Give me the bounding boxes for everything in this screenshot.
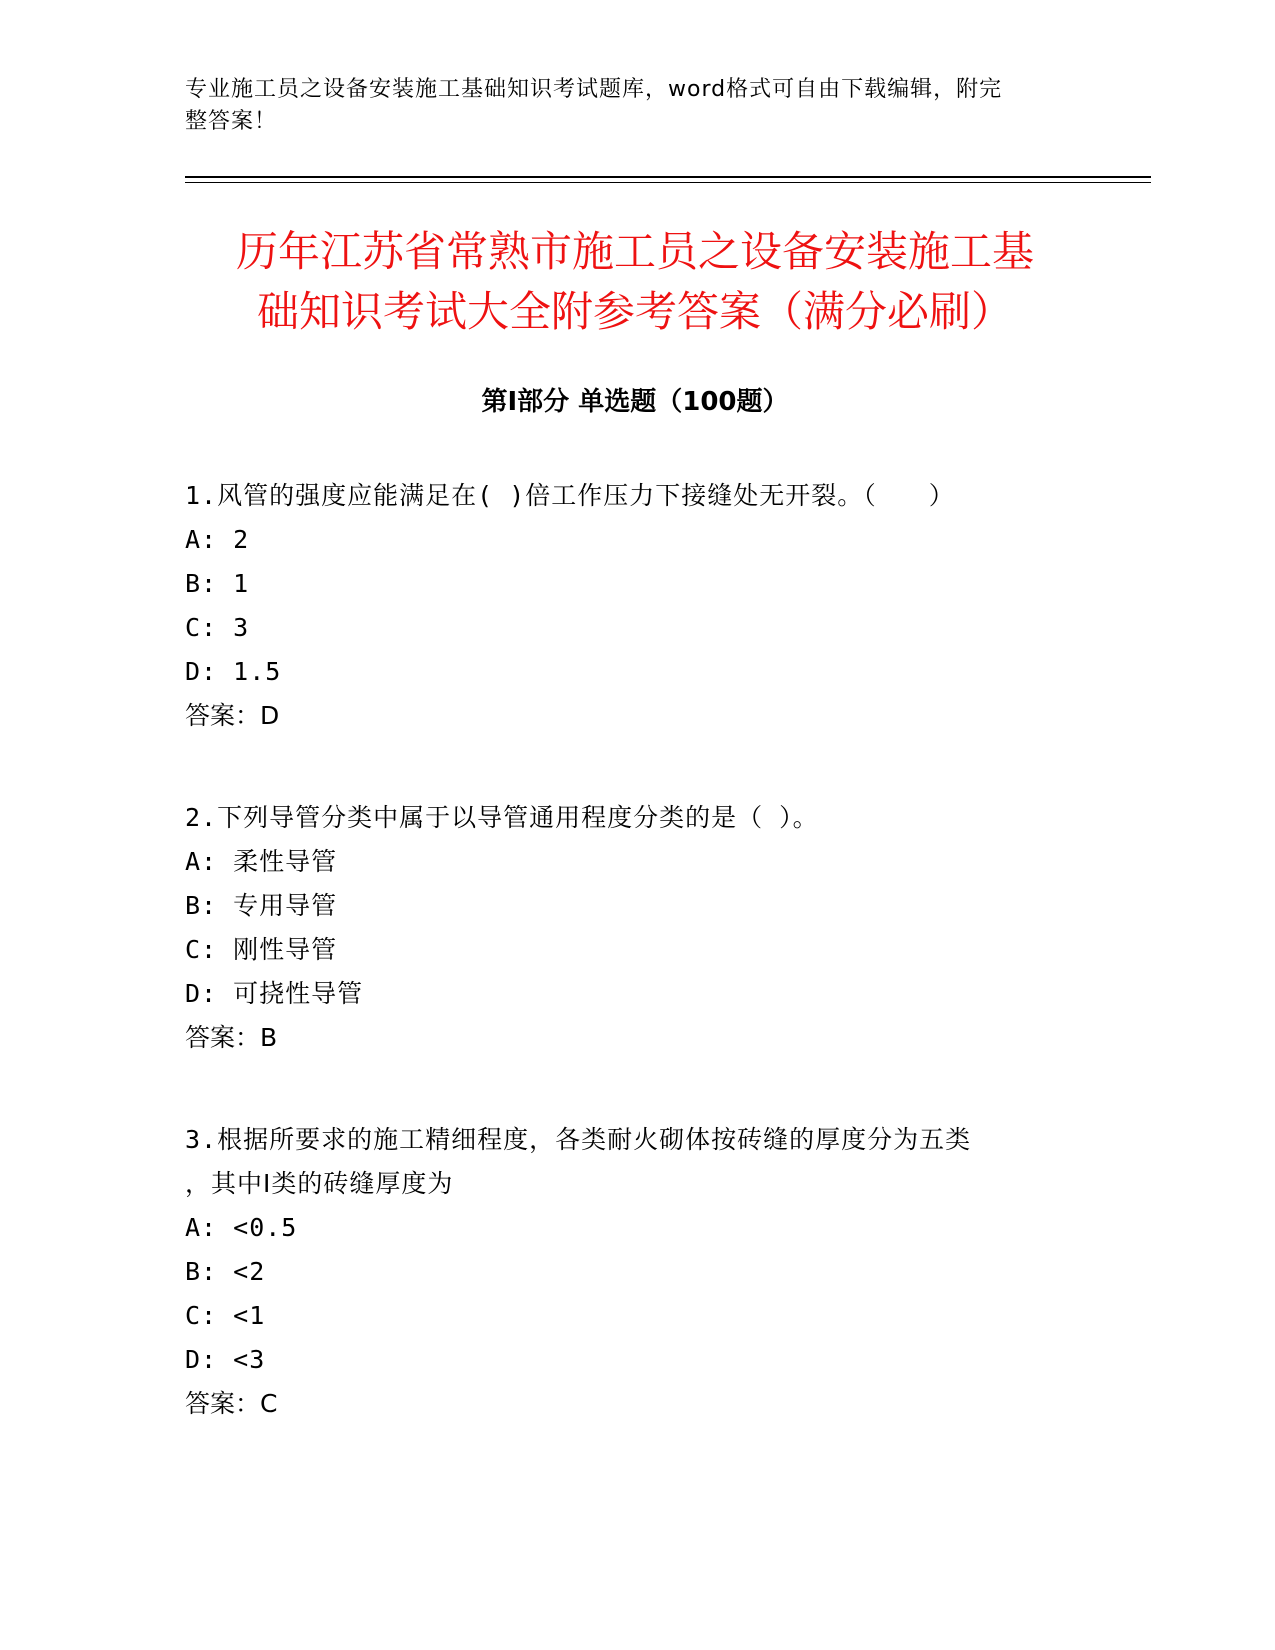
option-c: C: 刚性导管 [185, 935, 338, 964]
header-divider-thick [185, 176, 1151, 178]
option-c: C: <1 [185, 1301, 266, 1330]
answer: 答案：B [185, 1023, 278, 1052]
question-1 [185, 474, 1085, 738]
answer: 答案：D [185, 701, 280, 730]
option-a: A: 柔性导管 [185, 847, 338, 876]
header-note [185, 74, 1065, 138]
question-3 [185, 1118, 1085, 1426]
question-stem: 1.风管的强度应能满足在( )倍工作压力下接缝处无开裂。（ ） [185, 481, 955, 510]
document-title [185, 222, 1085, 342]
option-d: D: 可挠性导管 [185, 979, 364, 1008]
answer: 答案：C [185, 1389, 278, 1418]
question-list [185, 474, 1085, 1484]
question-stem: 3.根据所要求的施工精细程度，各类耐火砌体按砖缝的厚度分为五类 [185, 1125, 972, 1154]
question-stem: 2.下列导管分类中属于以导管通用程度分类的是（ ）。 [185, 803, 819, 832]
option-a: A: <0.5 [185, 1213, 298, 1242]
option-b: B: 专用导管 [185, 891, 338, 920]
option-d: D: 1.5 [185, 657, 282, 686]
question-stem-continued: ，其中Ⅰ类的砖缝厚度为 [185, 1169, 454, 1198]
document-title-line2: 础知识考试大全附参考答案（满分必刷） [256, 287, 1013, 336]
document-title-line1: 历年江苏省常熟市施工员之设备安装施工基 [235, 227, 1034, 276]
option-c: C: 3 [185, 613, 250, 642]
section-title: 第Ⅰ部分 单选题（100题） [481, 387, 789, 417]
option-b: B: 1 [185, 569, 250, 598]
header-note-line1: 专业施工员之设备安装施工基础知识考试题库，word格式可自由下载编辑，附完 [185, 77, 1003, 102]
option-a: A: 2 [185, 525, 250, 554]
option-b: B: <2 [185, 1257, 266, 1286]
header-note-line2: 整答案！ [185, 109, 278, 134]
option-d: D: <3 [185, 1345, 266, 1374]
header-divider-thin [185, 182, 1151, 183]
question-2 [185, 796, 1085, 1060]
